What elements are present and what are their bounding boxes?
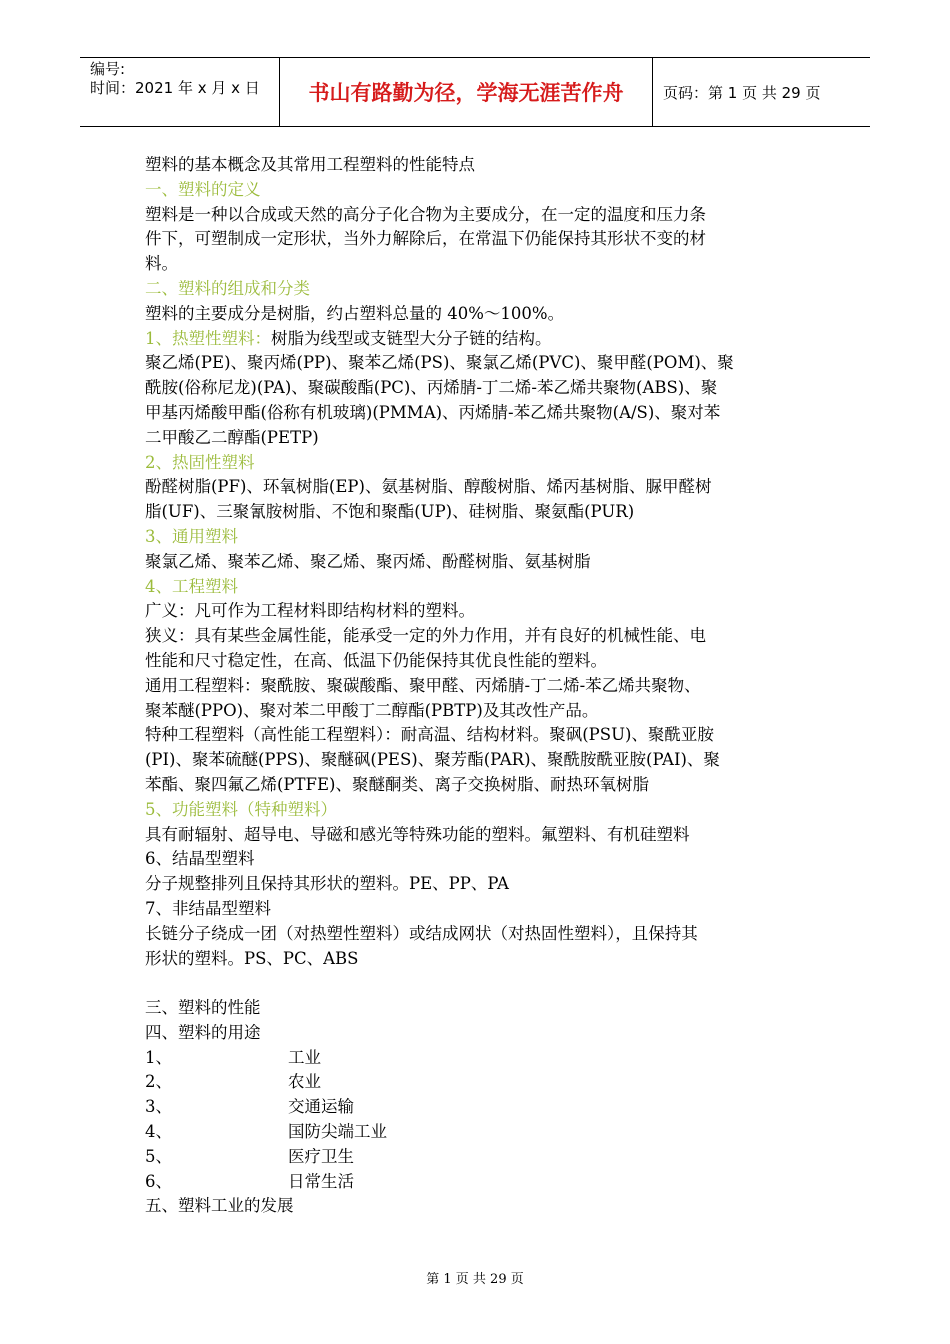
paragraph-line: 具有耐辐射、超导电、导磁和感光等特殊功能的塑料。氟塑料、有机硅塑料 — [145, 824, 690, 844]
list-item — [145, 1070, 815, 1095]
list-item-text: 日常生活 — [288, 1171, 354, 1191]
list-item — [145, 1046, 815, 1071]
list-item-number: 6、 — [145, 1171, 172, 1191]
subsection-heading: 6、结晶型塑料 — [145, 849, 255, 869]
paragraph-line: 形状的塑料。PS、PC、ABS — [145, 948, 359, 968]
list-item — [145, 1170, 815, 1195]
section-heading: 一、塑料的定义 — [145, 179, 261, 199]
document-body — [145, 153, 815, 1219]
section-heading: 五、塑料工业的发展 — [145, 1196, 294, 1216]
list-item-number: 4、 — [145, 1122, 172, 1142]
subsection-heading: 3、通用塑料 — [145, 526, 238, 546]
subsection-heading: 7、非结晶型塑料 — [145, 898, 271, 918]
paragraph-line: 脂(UF)、三聚氰胺树脂、不饱和聚酯(UP)、硅树脂、聚氨酯(PUR) — [145, 502, 635, 522]
list-item — [145, 1095, 815, 1120]
page-header — [80, 57, 870, 127]
list-item — [145, 1145, 815, 1170]
subsection-heading: 2、热固性塑料 — [145, 452, 255, 472]
paragraph-line: 聚氯乙烯、聚苯乙烯、聚乙烯、聚丙烯、酚醛树脂、氨基树脂 — [145, 551, 591, 571]
paragraph-line: 聚乙烯(PE)、聚丙烯(PP)、聚苯乙烯(PS)、聚氯乙烯(PVC)、聚甲醛(POM)、聚 — [145, 353, 734, 373]
paragraph-line: 性能和尺寸稳定性，在高、低温下仍能保持其优良性能的塑料。 — [145, 650, 607, 670]
list-item-text: 交通运输 — [288, 1097, 354, 1117]
paragraph-line: 广义：凡可作为工程材料即结构材料的塑料。 — [145, 601, 475, 621]
spacer — [145, 971, 815, 996]
paragraph-line: 塑料的主要成分是树脂，约占塑料总量的 40%～100%。 — [145, 303, 565, 323]
number-label: 编号: — [90, 60, 126, 78]
subsection-heading: 1、热塑性塑料： — [145, 328, 271, 348]
paragraph-line: 酚醛树脂(PF)、环氧树脂(EP)、氨基树脂、醇酸树脂、烯丙基树脂、脲甲醛树 — [145, 477, 712, 497]
list-item-text: 国防尖端工业 — [288, 1122, 387, 1142]
list-item-text: 农业 — [288, 1072, 321, 1092]
doc-title: 塑料的基本概念及其常用工程塑料的性能特点 — [145, 155, 475, 174]
paragraph-line: 酰胺(俗称尼龙)(PA)、聚碳酸酯(PC)、丙烯腈-丁二烯-苯乙烯共聚物(ABS)、聚 — [145, 378, 718, 398]
section-heading: 二、塑料的组成和分类 — [145, 278, 310, 298]
paragraph-line: (PI)、聚苯硫醚(PPS)、聚醚砜(PES)、聚芳酯(PAR)、聚酰胺酰亚胺(PAI)、聚 — [145, 750, 720, 770]
subsection-line — [145, 327, 815, 352]
list-item-text: 工业 — [288, 1047, 321, 1067]
page-footer: 第 1 页 共 29 页 — [426, 1272, 524, 1287]
list-item — [145, 1120, 815, 1145]
subsection-heading: 5、功能塑料（特种塑料） — [145, 799, 337, 819]
date-label: 时间：2021 年 x 月 x 日 — [90, 79, 260, 97]
paragraph-line: 苯酯、聚四氟乙烯(PTFE)、聚醚酮类、离子交换树脂、耐热环氧树脂 — [145, 774, 649, 794]
paragraph-line: 通用工程塑料：聚酰胺、聚碳酸酯、聚甲醛、丙烯腈-丁二烯-苯乙烯共聚物、 — [145, 675, 701, 695]
paragraph-line: 狭义：具有某些金属性能，能承受一定的外力作用，并有良好的机械性能、电 — [145, 626, 706, 646]
header-motto: 书山有路勤为径，学海无涯苦作舟 — [280, 58, 653, 126]
section-heading: 四、塑料的用途 — [145, 1022, 261, 1042]
list-item-number: 2、 — [145, 1072, 172, 1092]
list-item-number: 5、 — [145, 1146, 172, 1166]
paragraph-line: 塑料是一种以合成或天然的高分子化合物为主要成分，在一定的温度和压力条 — [145, 204, 706, 224]
paragraph-line: 甲基丙烯酸甲酯(俗称有机玻璃)(PMMA)、丙烯腈-苯乙烯共聚物(A/S)、聚对苯 — [145, 402, 721, 422]
subsection-desc: 树脂为线型或支链型大分子链的结构。 — [271, 328, 552, 348]
list-item-text: 医疗卫生 — [288, 1146, 354, 1166]
list-item-number: 3、 — [145, 1097, 172, 1117]
subsection-heading: 4、工程塑料 — [145, 576, 238, 596]
paragraph-line: 特种工程塑料（高性能工程塑料）：耐高温、结构材料。聚砜(PSU)、聚酰亚胺 — [145, 725, 714, 745]
paragraph-line: 长链分子绕成一团（对热塑性塑料）或结成网状（对热固性塑料），且保持其 — [145, 923, 698, 943]
paragraph-line: 料。 — [145, 254, 178, 274]
section-heading: 三、塑料的性能 — [145, 998, 261, 1018]
header-meta — [80, 58, 280, 126]
paragraph-line: 二甲酸乙二醇酯(PETP) — [145, 427, 319, 447]
paragraph-line: 聚苯醚(PPO)、聚对苯二甲酸丁二醇酯(PBTP)及其改性产品。 — [145, 700, 599, 720]
paragraph-line: 件下，可塑制成一定形状，当外力解除后，在常温下仍能保持其形状不变的材 — [145, 229, 706, 249]
paragraph-line: 分子规整排列且保持其形状的塑料。PE、PP、PA — [145, 874, 509, 894]
header-page-count: 页码：第 1 页 共 29 页 — [663, 83, 821, 102]
list-item-number: 1、 — [145, 1047, 172, 1067]
